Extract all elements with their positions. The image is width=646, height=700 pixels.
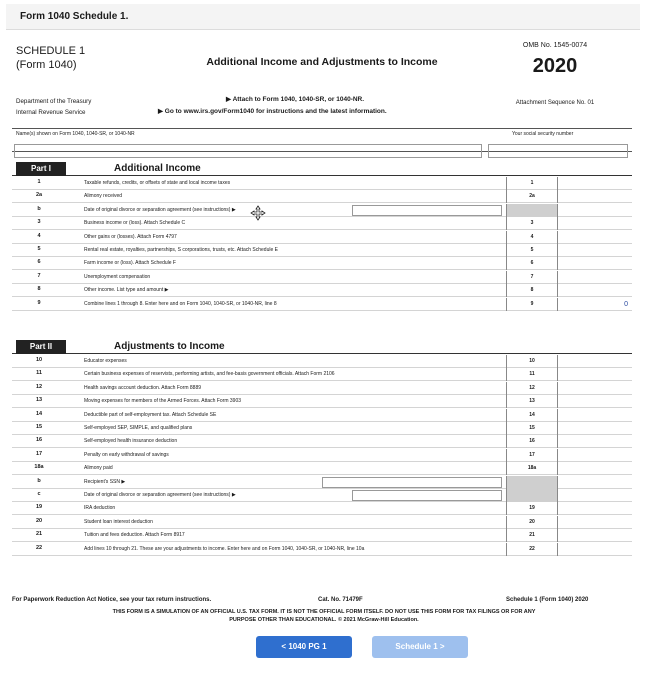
- line-box-label: 12: [506, 382, 558, 395]
- simulation-line2: PURPOSE OTHER THAN EDUCATIONAL. © 2021 McGraw-Hill Education.: [229, 617, 419, 623]
- form-line-12: [12, 382, 632, 395]
- amount-field[interactable]: [558, 190, 632, 203]
- paperwork-notice: For Paperwork Reduction Act Notice, see your tax return instructions.: [12, 597, 212, 603]
- simulation-notice: [12, 608, 636, 624]
- form-line-13: [12, 395, 632, 408]
- next-page-button[interactable]: Schedule 1 >: [372, 636, 468, 658]
- amount-field[interactable]: [558, 395, 632, 408]
- line-number: 16: [35, 437, 43, 444]
- tax-year: 2020: [532, 55, 578, 77]
- line-number: 11: [36, 370, 42, 377]
- form-line-15: [12, 422, 632, 435]
- name-label: Name(s) shown on Form 1040, 1040-SR, or 1040-NR: [16, 131, 135, 137]
- line-box-label: 11: [506, 368, 558, 381]
- header-right: [480, 38, 630, 106]
- amount-field[interactable]: [558, 368, 632, 381]
- line-number: 4: [37, 232, 41, 239]
- line-number: 7: [37, 272, 41, 279]
- instructions: [158, 94, 387, 118]
- line-box-label: 4: [506, 231, 558, 244]
- ssn-label: Your social security number: [512, 131, 574, 137]
- line-box-label: 19: [506, 502, 558, 515]
- line-description: Combine lines 1 through 8. Enter here and on Form 1040, 1040-SR, or 1040-NR, line 8: [84, 300, 277, 307]
- line-description: Date of original divorce or separation agreement (see instructions) ▶: [84, 206, 236, 213]
- schedule-id: [16, 44, 176, 72]
- instruction-go-to: ▶ Go to www.irs.gov/Form1040 for instructions and the latest information.: [158, 108, 387, 115]
- line-description: Penalty on early withdrawal of savings: [84, 451, 169, 458]
- form-line-20: [12, 516, 632, 529]
- line-box-label: 10: [506, 355, 558, 368]
- part2-header: [12, 340, 632, 354]
- line-description: Other income. List type and amount ▶: [84, 287, 169, 294]
- line-box-label: 21: [506, 529, 558, 542]
- line-description: Recipient's SSN ▶: [84, 478, 126, 485]
- form-line-3: [12, 217, 632, 230]
- prev-page-button[interactable]: < 1040 PG 1: [256, 636, 352, 658]
- line-box-label: 16: [506, 435, 558, 448]
- line-number: 5: [37, 246, 41, 252]
- schedule-label: SCHEDULE 1: [16, 45, 86, 57]
- inline-entry-field[interactable]: [352, 205, 502, 216]
- line-number: 13: [35, 397, 43, 404]
- line-box-label: 5: [506, 244, 558, 257]
- form-line-c: [12, 489, 632, 502]
- line-description: Health savings account deduction. Attach Form 8889: [84, 384, 202, 391]
- line-description: Educator expenses: [84, 358, 127, 364]
- amount-field[interactable]: [558, 257, 632, 270]
- line-number: 2a: [35, 192, 43, 199]
- form-line-22: [12, 543, 632, 556]
- form-title: Additional Income and Adjustments to Income: [206, 56, 438, 68]
- line-box-label: 18a: [506, 462, 558, 475]
- form-label: (Form 1040): [16, 59, 77, 71]
- line-description: Certain business expenses of reservists, performing artists, and fee-basis government officials. Attach Form 2106: [84, 371, 335, 378]
- line-box-label: 15: [506, 422, 558, 435]
- line-description: Business income or (loss). Attach Schedule C: [84, 220, 186, 227]
- amount-field[interactable]: [558, 462, 632, 475]
- form-line-14: [12, 409, 632, 422]
- ssn-field[interactable]: [488, 144, 628, 158]
- line-box-label: 22: [506, 543, 558, 556]
- line-box-label: 6: [506, 257, 558, 270]
- form-line-b: [12, 476, 632, 489]
- amount-field[interactable]: [558, 516, 632, 529]
- line-box-label: [506, 489, 558, 502]
- amount-field[interactable]: [558, 177, 632, 190]
- line-number: 8: [37, 286, 41, 293]
- inline-entry-field[interactable]: [322, 477, 502, 488]
- amount-field[interactable]: [558, 382, 632, 395]
- form-line-b: [12, 204, 632, 217]
- line-number: 9: [37, 299, 41, 306]
- part2-title: Adjustments to Income: [114, 341, 225, 352]
- footer-notice-row: [12, 597, 636, 603]
- window-title: Form 1040 Schedule 1.: [20, 11, 129, 22]
- amount-field: [558, 476, 632, 489]
- amount-field: [558, 204, 632, 217]
- amount-field[interactable]: [558, 271, 632, 284]
- line-number: 22: [35, 544, 43, 551]
- form-line-11: [12, 368, 632, 381]
- line-description: Other gains or (losses). Attach Form 4797: [84, 233, 177, 240]
- line-description: Alimony received: [84, 193, 123, 200]
- cat-number: Cat. No. 71479F: [318, 597, 363, 603]
- line-description: Add lines 10 through 21. These are your adjustments to income. Enter here and on Form 1040, 1040-SR, or 1040-NR, line 10a: [84, 545, 365, 552]
- simulation-line1: THIS FORM IS A SIMULATION OF AN OFFICIAL U.S. TAX FORM. IT IS NOT THE OFFICIAL FORM ITSELF. DO NOT USE THIS FORM FOR TAX FILINGS OR FOR ANY: [112, 609, 536, 615]
- amount-field[interactable]: [558, 449, 632, 462]
- form-line-10: [12, 355, 632, 368]
- line-description: IRA deduction: [84, 505, 116, 512]
- line-number: b: [37, 205, 41, 212]
- amount-field: [558, 489, 632, 502]
- line-number: 18a: [34, 464, 44, 471]
- schedule-footer: Schedule 1 (Form 1040) 2020: [506, 597, 589, 603]
- line-description: Date of original divorce or separation agreement (see instructions) ▶: [84, 492, 236, 498]
- part1-tag: Part I: [16, 162, 66, 176]
- line-box-label: 9: [506, 298, 558, 311]
- line-number: 17: [35, 450, 43, 457]
- amount-field[interactable]: [558, 543, 632, 556]
- attachment-seq: Attachment Sequence No. 01: [515, 100, 595, 106]
- line-box-label: [506, 476, 558, 489]
- form-line-16: [12, 435, 632, 448]
- line-number: 20: [35, 517, 43, 524]
- line-description: Self-employed health insurance deduction: [84, 438, 178, 445]
- move-cursor-icon: [250, 205, 266, 221]
- form-frame: [12, 34, 636, 624]
- form-line-17: [12, 449, 632, 462]
- line-number: 10: [35, 357, 43, 363]
- amount-field[interactable]: [558, 409, 632, 422]
- line-box-label: 14: [506, 409, 558, 422]
- part1-title: Additional Income: [114, 163, 201, 174]
- line-description: Farm income or (loss). Attach Schedule F: [84, 260, 176, 267]
- form-line-2a: [12, 190, 632, 203]
- form-line-19: [12, 502, 632, 515]
- form-line-5: [12, 244, 632, 257]
- dept-line1: Department of the Treasury: [16, 98, 92, 105]
- line-box-label: 17: [506, 449, 558, 462]
- line-description: Deductible part of self-employment tax. Attach Schedule SE: [84, 411, 217, 418]
- line-number: 3: [37, 219, 41, 226]
- form-line-7: [12, 271, 632, 284]
- amount-field[interactable]: [558, 435, 632, 448]
- line-box-label: 3: [506, 217, 558, 230]
- form-line-8: [12, 284, 632, 297]
- line-description: Moving expenses for members of the Armed Forces. Attach Form 3903: [84, 398, 242, 405]
- form-line-21: [12, 529, 632, 542]
- part1-header: [12, 162, 632, 176]
- amount-field[interactable]: [558, 217, 632, 230]
- line-box-label: 20: [506, 516, 558, 529]
- amount-field[interactable]: [558, 284, 632, 297]
- line-number: 1: [37, 179, 41, 185]
- instruction-attach: ▶ Attach to Form 1040, 1040-SR, or 1040-NR.: [226, 96, 365, 103]
- name-field[interactable]: [14, 144, 482, 158]
- window-title-bar: [6, 4, 640, 30]
- amount-field[interactable]: 0: [624, 300, 628, 308]
- amount-field[interactable]: [558, 355, 632, 368]
- form-line-18a: [12, 462, 632, 475]
- form-line-4: [12, 231, 632, 244]
- amount-field[interactable]: [558, 231, 632, 244]
- line-number: c: [37, 491, 41, 497]
- amount-field[interactable]: [558, 244, 632, 257]
- line-box-label: 8: [506, 284, 558, 297]
- line-number: b: [37, 477, 41, 484]
- line-description: Tuition and fees deduction. Attach Form 8917: [84, 532, 185, 539]
- line-description: Rental real estate, royalties, partnerships, S corporations, trusts, etc. Attach Schedule E: [84, 247, 278, 253]
- line-number: 14: [35, 410, 43, 417]
- line-number: 6: [37, 259, 41, 266]
- line-box-label: 1: [506, 177, 558, 190]
- line-number: 19: [35, 504, 43, 511]
- line-box-label: 2a: [506, 190, 558, 203]
- department: [16, 96, 91, 118]
- line-description: Self-employed SEP, SIMPLE, and qualified plans: [84, 425, 193, 431]
- line-box-label: 7: [506, 271, 558, 284]
- part2-tag: Part II: [16, 340, 66, 354]
- line-description: Unemployment compensation: [84, 273, 151, 280]
- line-box-label: 13: [506, 395, 558, 408]
- form-line-1: [12, 177, 632, 190]
- dept-line2: Internal Revenue Service: [16, 109, 86, 116]
- line-description: Student loan interest deduction: [84, 518, 153, 525]
- line-number: 15: [35, 424, 43, 430]
- form-line-9: [12, 298, 632, 311]
- amount-field[interactable]: [558, 502, 632, 515]
- line-number: 21: [35, 531, 43, 538]
- form-line-6: [12, 257, 632, 270]
- inline-entry-field[interactable]: [352, 490, 502, 501]
- line-description: Alimony paid: [84, 465, 113, 472]
- line-box-label: [506, 204, 558, 217]
- omb-number: OMB No. 1545-0074: [522, 42, 588, 49]
- line-number: 12: [35, 383, 43, 390]
- amount-field[interactable]: [558, 422, 632, 435]
- amount-field[interactable]: [558, 529, 632, 542]
- line-description: Taxable refunds, credits, or offsets of state and local income taxes: [84, 180, 231, 186]
